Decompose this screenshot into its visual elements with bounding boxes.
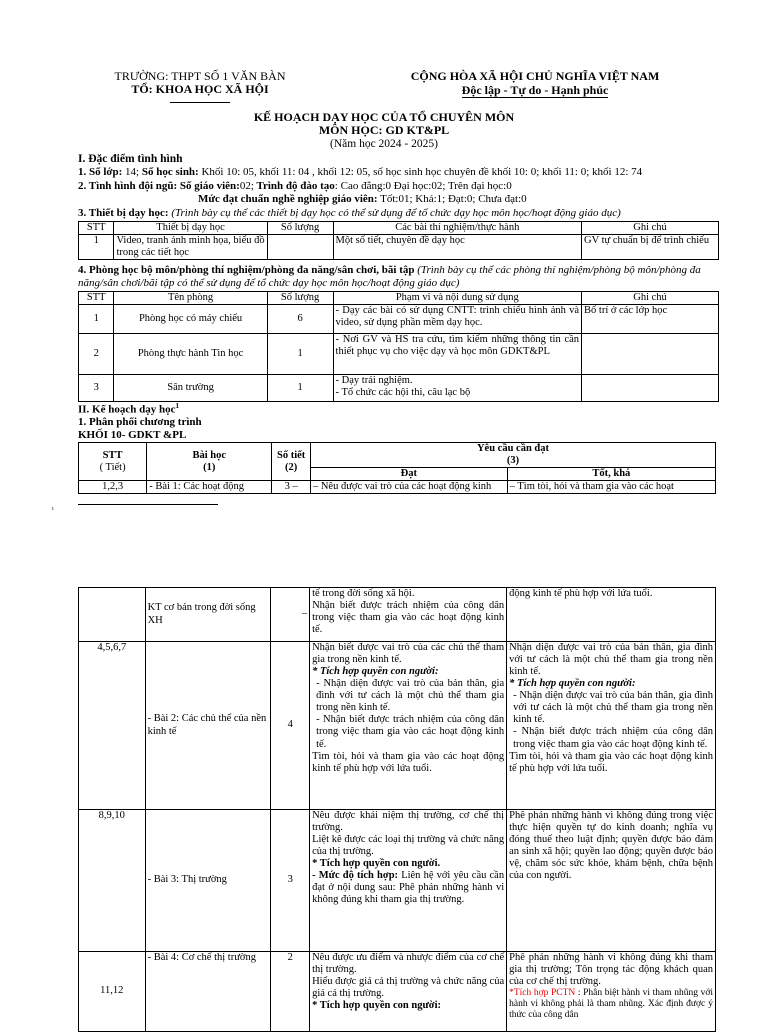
table-row: 1,2,3 - Bài 1: Các hoạt động 3 – – Nêu được vai trò của các hoạt động kinh – Tìm tòi, hỏi và tham gia vào các hoạt	[79, 481, 716, 494]
header-cell: Thiết bị dạy học	[114, 222, 267, 235]
table-row: 3 Sân trường 1 - Dạy trải nghiệm. - Tổ chức các hội thi, câu lạc bộ	[79, 375, 719, 402]
header-cell: Phạm vi và nội dung sử dụng	[333, 292, 581, 305]
footnote-mark: ı	[52, 506, 54, 512]
footnote-separator	[78, 504, 218, 505]
distribution-heading: 1. Phân phối chương trình	[78, 416, 202, 428]
school-year: (Năm học 2024 - 2025)	[330, 138, 438, 150]
table-row: 11,12 - Bài 4: Cơ chế thị trường 2 Nêu được ưu điểm và nhược điểm của cơ chế thị trường. Hiểu được giá cả thị trường và chức năng của giá cả thị trường. * Tích hợp quyền con người: Phê phán những hành vi không đúng khi tham gia thị trường; Tôn trọng tác động khách quan của cơ chế thị trường. *Tích hợp PCTN : Phân biệt hành vi tham nhũng với hành vi không phải là tham nhũng. Xác định được ý thức của công dân	[79, 952, 716, 1032]
equipment-table	[78, 221, 719, 260]
header-cell: STT	[79, 222, 114, 235]
plan-table	[78, 442, 716, 494]
plan-table-continued	[78, 587, 716, 1032]
department-name: TỔ: KHOA HỌC XÃ HỘI	[131, 82, 269, 96]
table-row: KT cơ bản trong đời sống XH – tế trong đời sống xã hội. Nhận biết được trách nhiệm của công dân trong việc tham gia vào các hoạt động kinh tế. động kinh tế phù hợp với lứa tuổi.	[79, 588, 716, 642]
header-cell: Các bài thí nghiệm/thực hành	[333, 222, 581, 235]
motto: Độc lập - Tự do - Hạnh phúc	[461, 83, 609, 97]
section-2-heading: II. Kế hoạch dạy học$^1$	[78, 402, 179, 416]
header-periods: Số tiết (2)	[272, 443, 311, 481]
table-row: 4,5,6,7 - Bài 2: Các chủ thể của nền kinh tế 4 Nhận biết được vai trò của các chủ thể tham gia trong nền kinh tế. * Tích hợp quyền con người: - Nhận diện được vai trò của bản thân, gia đình với tư cách là một chủ thể tham gia trong nền kinh tế. - Nhận biết được trách nhiệm của công dân trong việc tham gia vào các hoạt động kinh tế. Tìm tòi, hỏi và tham gia vào các hoạt động kinh tế phù hợp với lứa tuổi. Nhận diện được vai trò của bản thân, gia đình với tư cách là một chủ thể tham gia trong nền kinh tế. * Tích hợp quyền con người: - Nhận diện được vai trò của bản thân, gia đình với tư cách là một chủ thể tham gia trong nền kinh tế. - Nhận biết được trách nhiệm của công dân trong việc tham gia vào các hoạt động kinh tế. Tìm tòi, hỏi và tham gia vào các hoạt động kinh tế phù hợp với lứa tuổi.	[79, 642, 716, 810]
table-row: 2 Phòng thực hành Tin học 1 - Nơi GV và HS tra cứu, tìm kiếm những thông tin cần thiết phục vụ cho việc dạy và học môn GDKT&PL	[79, 334, 719, 375]
header-cell: Số lượng	[267, 292, 333, 305]
header-lesson: Bài học (1)	[147, 443, 272, 481]
header-cell: Ghi chú	[582, 222, 719, 235]
plan-title: KẾ HOẠCH DẠY HỌC CỦA TỔ CHUYÊN MÔN	[253, 110, 515, 124]
header-cell: Số lượng	[267, 222, 333, 235]
table-row: 1 Phòng học có máy chiếu 6 - Dạy các bài có sử dụng CNTT: trình chiếu hình ảnh và video, sử dụng phần mềm dạy học. Bố trí ở các lớp học	[79, 305, 719, 334]
grade-heading: KHỐI 10- GDKT &PL	[78, 429, 187, 441]
staff-info: 2. Tình hình đội ngũ: Số giáo viên:02; Trình độ đào tạo: Cao đẳng:0 Đại học:02; Trên đại học:0	[78, 180, 512, 192]
header-cell: Tên phòng	[114, 292, 267, 305]
rooms-heading: 4. Phòng học bộ môn/phòng thí nghiệm/phòng đa năng/sân chơi, bãi tập (Trình bày cụ thể các phòng thí nghiệm/phòng bộ môn/phòng đa năng/sân chơi/bãi tập có thể sử dụng để tổ chức dạy học môn học/hoạt động giáo dục)	[78, 264, 701, 289]
header-divider	[170, 102, 230, 103]
header-pass: Đạt	[310, 468, 507, 481]
header-requirements: Yêu cầu cần đạt (3)	[310, 443, 715, 468]
subject-title: MÔN HỌC: GD KT&PL	[318, 123, 450, 137]
teacher-standard: Mức đạt chuẩn nghề nghiệp giáo viên: Tốt:01; Khá:1; Đạt:0; Chưa đạt:0	[198, 193, 527, 205]
section-1-heading: I. Đặc điểm tình hình	[78, 153, 183, 165]
class-info: 1. Số lớp: 14; Số học sinh: Khối 10: 05, khối 11: 04 , khối 12: 05, số học sinh học chuyên đề khối 10: 0; khối 11: 0; khối 12: 74	[78, 166, 643, 178]
header-stt: STT ( Tiết)	[79, 443, 147, 481]
equipment-heading: 3. Thiết bị dạy học: (Trình bày cụ thể các thiết bị dạy học có thể sử dụng để tổ chức dạy học môn học/hoạt động giáo dục)	[78, 207, 621, 219]
header-cell: STT	[79, 292, 114, 305]
rooms-table	[78, 291, 719, 402]
header-good: Tốt, khá	[507, 468, 715, 481]
header-cell: Ghi chú	[582, 292, 719, 305]
table-row: 1 Video, tranh ảnh minh họa, biểu đồ trong các tiết học Một số tiết, chuyên đề dạy học GV tự chuẩn bị để trình chiếu	[79, 235, 719, 260]
table-row: 8,9,10 - Bài 3: Thị trường 3 Nêu được khái niệm thị trường, cơ chế thị trường. Liệt kê được các loại thị trường và chức năng của thị trường. * Tích hợp quyền con người. - Mức độ tích hợp: Liên hệ với yêu cầu cần đạt ở nội dung sau: Phê phán những hành vi không đúng khi tham gia thị trường. Phê phán những hành vi không đúng trong việc thực hiện quyền tự do kinh doanh; nghĩa vụ đóng thuế theo luật định; quyền được bảo đảm an sinh xã hội; quyền lao động; quyền được bảo vệ, chăm sóc sức khỏe, khám bệnh, chữa bệnh của con người.	[79, 810, 716, 952]
nation-title: CỘNG HÒA XÃ HỘI CHỦ NGHĨA VIỆT NAM	[410, 69, 660, 83]
school-name: TRƯỜNG: THPT SỐ 1 VĂN BÀN	[114, 69, 286, 83]
